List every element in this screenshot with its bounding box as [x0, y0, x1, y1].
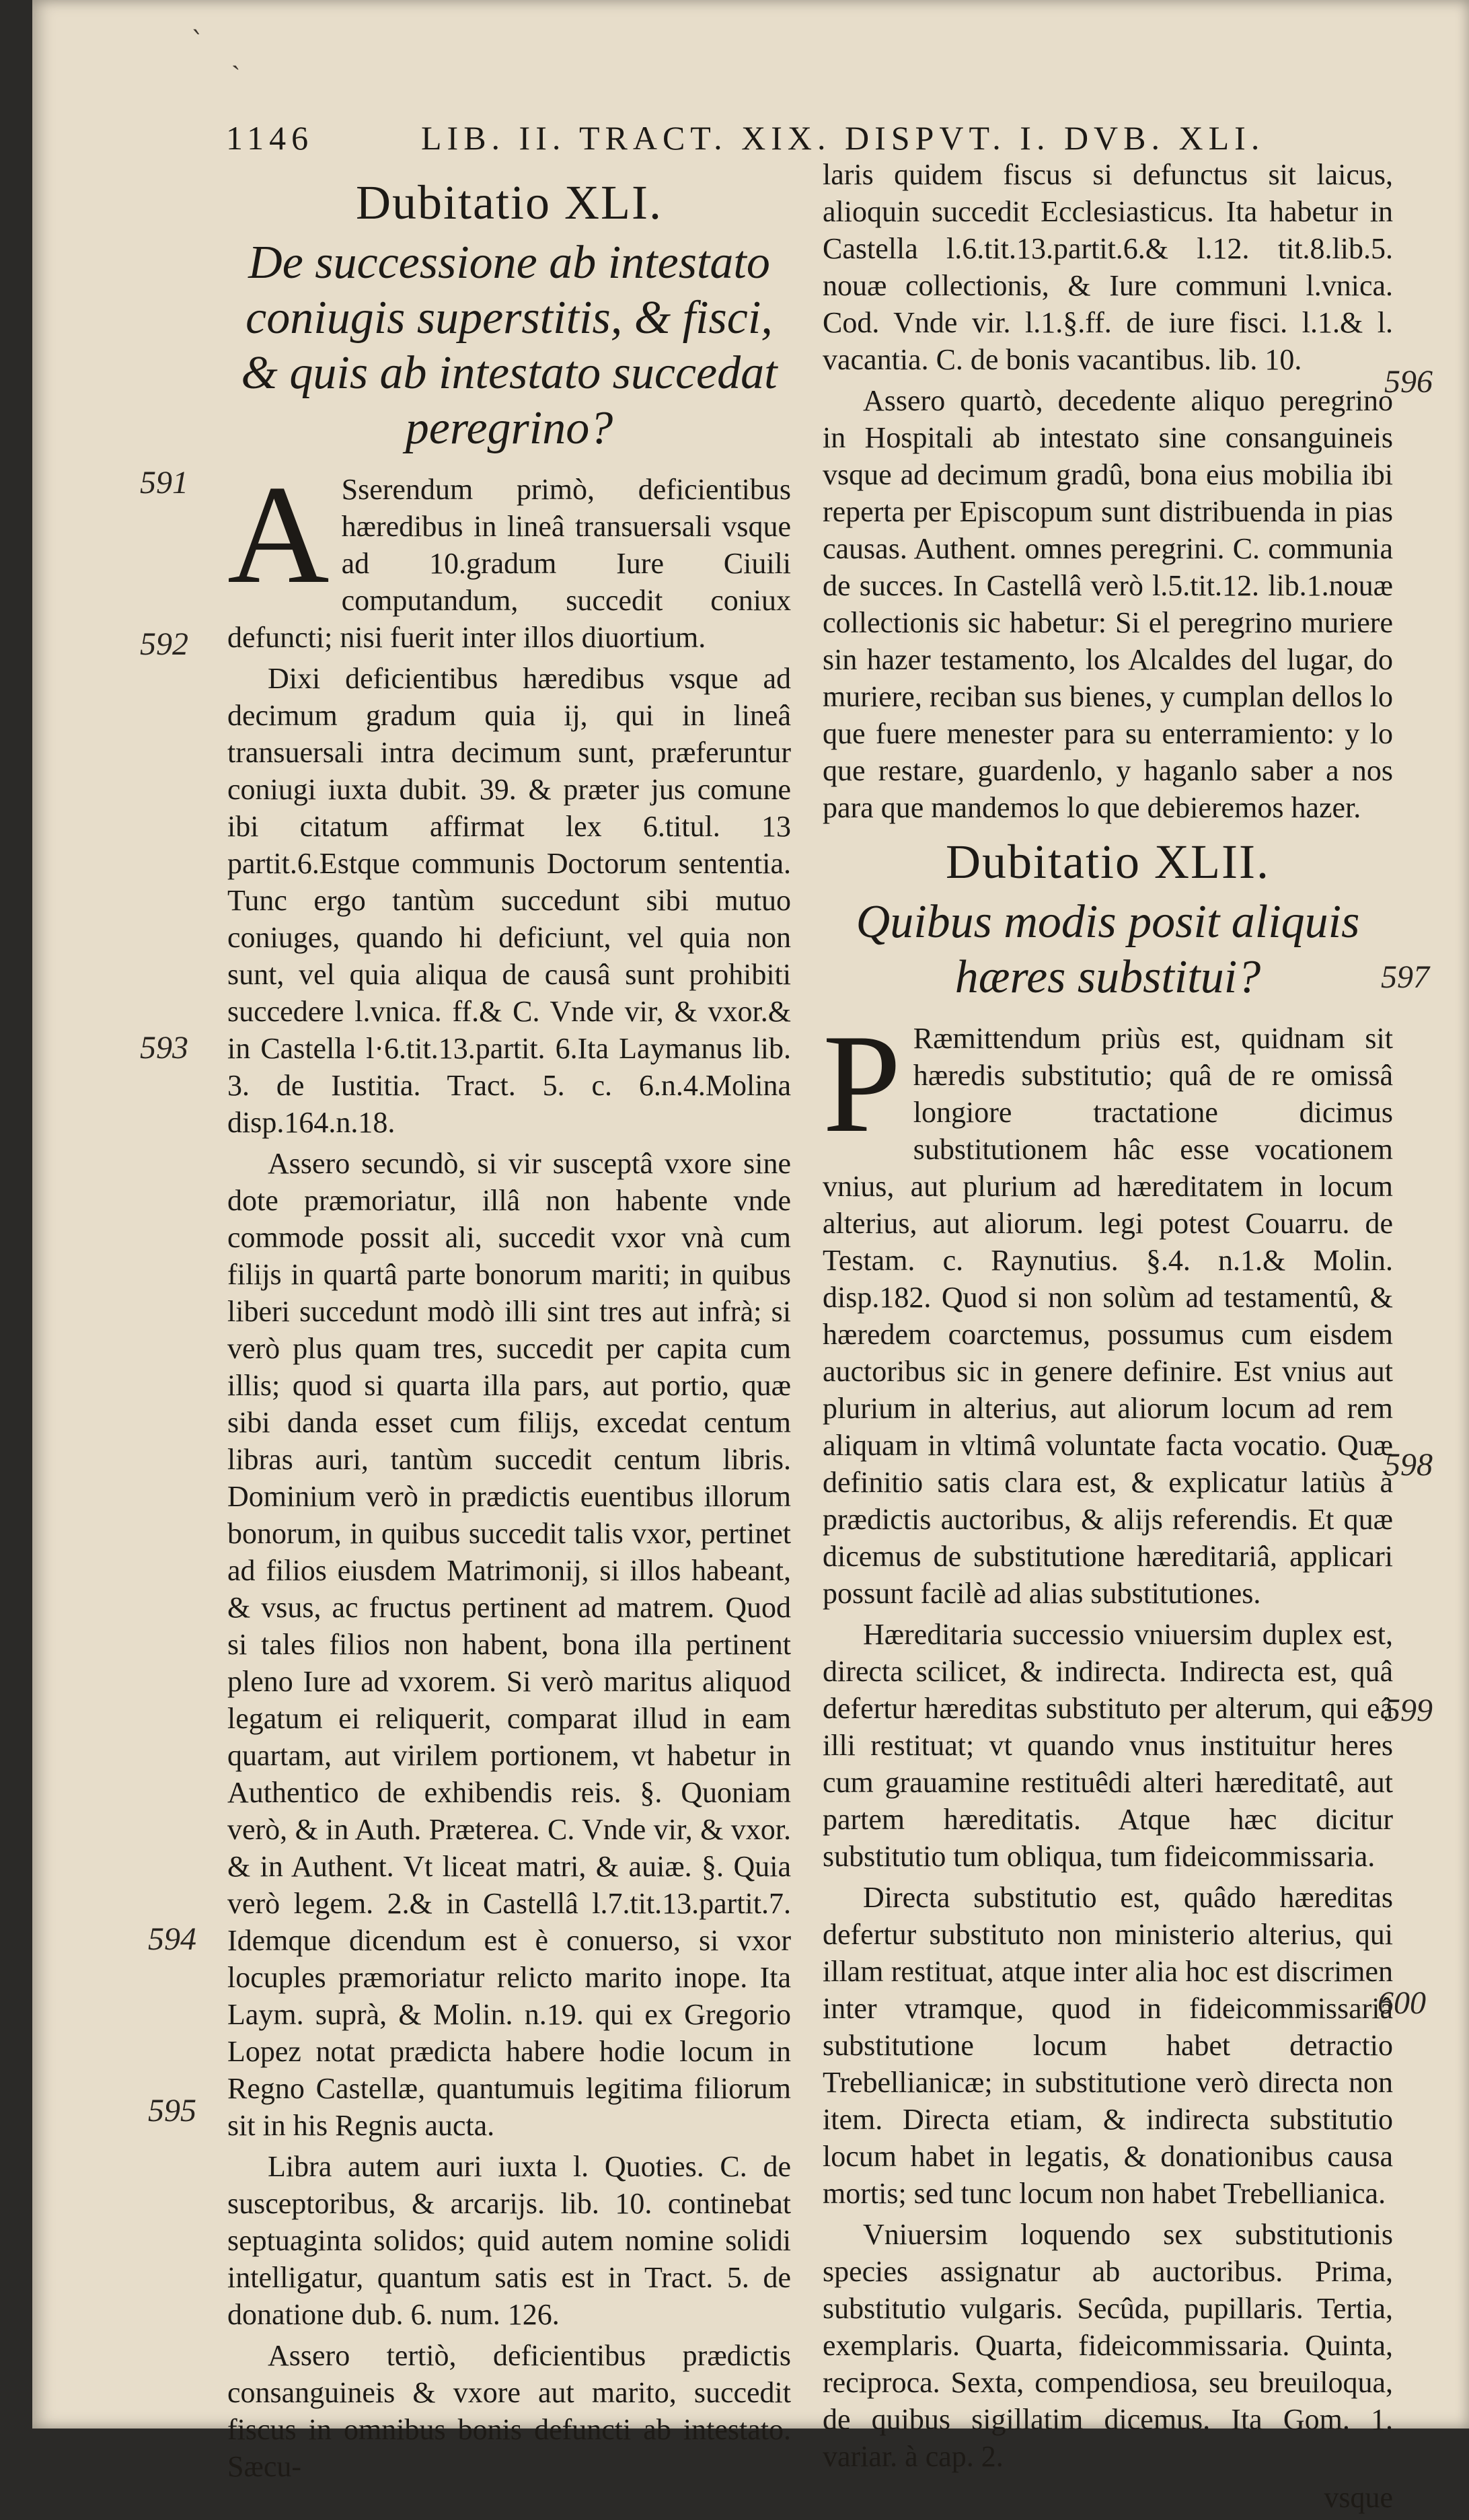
dubitatio-heading: Dubitatio XLII.	[946, 835, 1270, 889]
margin-number: 591	[140, 465, 188, 501]
paragraph-595-continued: laris quidem fiscus si defunctus sit laicus, alioquin succedit Ecclesiasticus. Ita habetur in Castella l.6.tit.13.partit.6.& l.12. tit.8.lib.5. nouæ collectionis, & Iure communi l.vnica. Cod. Vnde vir. l.1.§.ff. de iure fisci. l.1.& l. vacantia. C. de bonis vacantibus. lib. 10.	[823, 158, 1393, 376]
paragraph-600: Vniuersim loquendo sex substitutionis species assignatur ab auctoribus. Prima, substitutio vulgaris. Secûda, pupillaris. Tertia, exemplaris. Quarta, fideicommissaria. Quinta, reciproca. Sexta, compendiosa, seu breuiloqua, de quibus sigillatim dicemus. Ita Gom. 1. variar. à cap. 2.	[823, 2218, 1393, 2473]
paragraph-text: Sserendum primò, deficientibus hæredibus in lineâ transuersali vsque ad 10.gradum Iure Ciuili computandum, succedit coniux defuncti; nisi fuerit inter illos diuortium.	[227, 473, 791, 654]
dubitatio-title: De successione ab intestato coniugis superstitis, & fisci, & quis ab intestato succedat peregrino?	[241, 237, 778, 454]
margin-number: 600	[1378, 1985, 1426, 2021]
margin-number: 594	[148, 1921, 196, 1957]
dubitatio-title: Quibus modis posit aliquis hæres substitui?	[856, 896, 1360, 1003]
ink-speck: ˎ	[231, 40, 241, 71]
page-number: 1146	[226, 119, 314, 157]
margin-number: 595	[148, 2093, 196, 2128]
margin-number: 597	[1381, 959, 1429, 995]
paragraph-596: Assero quartò, decedente aliquo peregrino in Hospitali ab intestato sine consanguineis vsque ad decimum gradû, bona eius mobilia ibi reperta per Episcopum sunt distribuenda in pias causas. Authent. omnes peregrini. C. communia de succes. In Castellâ verò l.5.tit.12. lib.1.nouæ collectionis sic habetur: Si el peregrino muriere sin hazer testamento, los Alcaldes del lugar, do muriere, reciban sus bienes, y cumplan dellos lo que fuere menester para su enterramiento: y lo que restare, guardenlo, y haganlo saber a nos para que mandemos lo que debieremos hazer.	[823, 384, 1393, 824]
margin-number: 593	[140, 1030, 188, 1066]
paragraph-592: Dixi deficientibus hæredibus vsque ad decimum gradum quia ij, qui in lineâ transuersali intra decimum sunt, præferuntur coniugi iuxta dubit. 39. & præter jus comune ibi citatum affirmat lex 6.titul. 13 partit.6.Estque communis Doctorum sententia. Tunc ergo tantùm succedunt sibi mutuo coniuges, quando hi deficiunt, vel quia non sunt, vel quia aliqua de causâ sunt prohibiti succedere l.vnica. ff.& C. Vnde vir, & vxor.& in Castella l·6.tit.13.partit. 6.Ita Laymanus lib. 3. de Iustitia. Tract. 5. c. 6.n.4.Molina disp.164.n.18.	[227, 662, 791, 1139]
drop-capital: P	[823, 1006, 901, 1162]
paragraph-591	[227, 457, 791, 656]
left-column	[227, 167, 791, 2489]
ink-speck: ˋ	[191, 27, 204, 58]
paragraph-598: Hæreditaria successio vniuersim duplex est, directa scilicet, & indirecta. Indirecta est, quâ defertur hæreditas substituto per alterum, qui eâ illi restituat; vt quando vnus instituitur heres cum grauamine restituêdi alteri hæreditatê, aut partem hæreditatis. Atque hæc dicitur substitutio tum obliqua, tum fideicommissaria.	[823, 1618, 1393, 1873]
paragraph-594: Libra autem auri iuxta l. Quoties. C. de susceptoribus, & arcarijs. lib. 10. continebat septuaginta solidos; quid autem nomine solidi intelligatur, quantum satis est in Tract. 5. de donatione dub. 6. num. 126.	[227, 2150, 791, 2331]
paragraph-593: Assero secundò, si vir susceptâ vxore sine dote præmoriatur, illâ non habente vnde commode possit ali, succedit vxor vnà cum filijs in quartâ parte bonorum mariti; in quibus liberi succedunt modò illi sint tres aut infrà; si verò plus quam tres, succedit per capita cum illis; quod si quarta illa pars, aut portio, quæ sibi danda esset cum filijs, excedat centum libras auri, tantùm succedit centum libris. Dominium verò in prædictis euentibus illorum bonorum, in quibus succedit talis vxor, pertinet ad filios eiusdem Matrimonij, si illos habeant, & vsus, ac fructus pertinent ad matrem. Quod si tales filios non habent, bona illa pertinent pleno Iure ad vxorem. Si verò maritus aliquod legatum ei reliquerit, comparat illud in eam quartam, aut virilem portionem, vt habetur in Authentico de exhibendis reis. §. Quoniam verò, & in Auth. Præterea. C. Vnde vir, & vxor. & in Authent. Vt liceat matri, & auiæ. §. Quia verò legem. 2.& in Castellâ l.7.tit.13.partit.7. Idemque dicendum est è conuerso, si vxor locuples præmoriatur relicto marito inope. Ita Laym. suprà, & Molin. n.19. qui ex Gregorio Lopez notat prædicta habere hodie locum in Regno Castellæ, quantumuis legitima filiorum sit in his Regnis aucta.	[227, 1147, 791, 2142]
margin-number: 596	[1384, 364, 1433, 400]
margin-number: 599	[1384, 1693, 1433, 1728]
running-title: LIB. II. TRACT. XIX. DISPVT. I. DVB. XLI.	[421, 119, 1265, 157]
paragraph-text: Ræmittendum priùs est, quidnam sit hæredis substitutio; quâ de re omissâ longiore tractatione dicimus substitutionem hâc esse vocationem vnius, aut plurium ad hæreditatem in locum alterius, aut aliorum. legi potest Couarru. de Testam. c. Raynutius. §.4. n.1.& Molin. disp.182. Quod si non solùm ad testamentû, & hæredem coarctemus, possumus cum eisdem auctoribus sic in genere definire. Est vnius aut plurium in alterius, aut aliorum locum ad rem aliquam in vltimâ voluntate facta vocatio. Quæ definitio satis clara est, & explicatur latiùs à prædictis auctoribus, & alijs referendis. Et quæ dicemus de substitutione hæreditariâ, applicari possunt facilè ad alias substitutiones.	[823, 1022, 1393, 1610]
dubitatio-heading: Dubitatio XLI.	[356, 176, 663, 229]
margin-number: 592	[140, 626, 188, 662]
paragraph-597	[823, 1006, 1393, 1612]
page-sheet	[32, 0, 1469, 2514]
catchword: vsque	[1324, 2481, 1393, 2514]
right-column	[823, 156, 1393, 2520]
paragraph-595: Assero tertiò, deficientibus prædictis consanguineis & vxore aut marito, succedit fiscus in omnibus bonis defuncti ab intestato. Sæcu-	[227, 2339, 791, 2483]
drop-capital: A	[227, 457, 330, 613]
paragraph-599: Directa substitutio est, quâdo hæreditas defertur substituto non ministerio alterius, qui illam restituat, atque inter alia hoc est discrimen inter vtramque, quod in fideicommissariâ substitutione locum habet detractio Trebellianicæ; in substitutione verò directa non item. Directa etiam, & indirecta substitutio locum habet in legatis, & donationibus causa mortis; sed tunc locum non habet Trebellianica.	[823, 1881, 1393, 2210]
margin-number: 598	[1384, 1447, 1433, 1483]
